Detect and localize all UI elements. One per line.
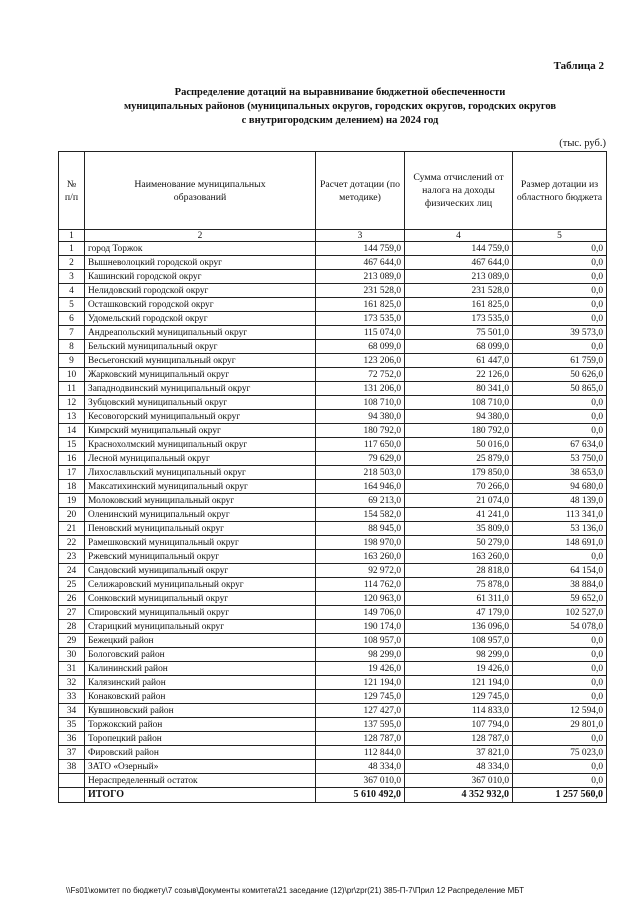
row-tax: 25 879,0 (405, 452, 513, 466)
row-regional: 0,0 (513, 732, 607, 746)
row-tax: 231 528,0 (405, 284, 513, 298)
row-calc: 112 844,0 (316, 746, 405, 760)
row-number: 4 (59, 284, 85, 298)
table-row (59, 648, 607, 662)
row-number: 13 (59, 410, 85, 424)
table-row (59, 424, 607, 438)
row-regional: 113 341,0 (513, 508, 607, 522)
row-calc: 128 787,0 (316, 732, 405, 746)
row-name: Осташковский городской округ (85, 298, 316, 312)
table-row (59, 522, 607, 536)
row-regional: 12 594,0 (513, 704, 607, 718)
row-calc: 231 528,0 (316, 284, 405, 298)
row-regional: 0,0 (513, 690, 607, 704)
row-calc: 68 099,0 (316, 340, 405, 354)
row-calc: 144 759,0 (316, 242, 405, 256)
row-regional: 0,0 (513, 424, 607, 438)
row-tax: 61 447,0 (405, 354, 513, 368)
row-name: Кашинский городской округ (85, 270, 316, 284)
row-number: 19 (59, 494, 85, 508)
row-number: 24 (59, 564, 85, 578)
table-row (59, 466, 607, 480)
table-row (59, 718, 607, 732)
table-row (59, 312, 607, 326)
row-name: Спировский муниципальный округ (85, 606, 316, 620)
table-row (59, 620, 607, 634)
table-row (59, 410, 607, 424)
header-regional: Размер дотации из областного бюджета (513, 152, 607, 230)
row-name: Максатихинский муниципальный округ (85, 480, 316, 494)
row-number: 2 (59, 256, 85, 270)
row-tax: 47 179,0 (405, 606, 513, 620)
table-row (59, 732, 607, 746)
total-blank (59, 788, 85, 803)
row-number: 23 (59, 550, 85, 564)
row-name: Жарковский муниципальный округ (85, 368, 316, 382)
row-number: 17 (59, 466, 85, 480)
row-tax: 179 850,0 (405, 466, 513, 480)
row-tax: 213 089,0 (405, 270, 513, 284)
row-regional: 0,0 (513, 256, 607, 270)
row-name: Бежецкий район (85, 634, 316, 648)
row-calc: 117 650,0 (316, 438, 405, 452)
row-tax: 28 818,0 (405, 564, 513, 578)
table-row (59, 242, 607, 256)
row-calc: 94 380,0 (316, 410, 405, 424)
row-regional: 0,0 (513, 676, 607, 690)
row-number: 11 (59, 382, 85, 396)
row-tax: 108 957,0 (405, 634, 513, 648)
row-regional: 0,0 (513, 270, 607, 284)
row-tax: 68 099,0 (405, 340, 513, 354)
row-number: 7 (59, 326, 85, 340)
table-row (59, 382, 607, 396)
row-name: Кимрский муниципальный округ (85, 424, 316, 438)
row-name: Лесной муниципальный округ (85, 452, 316, 466)
row-calc: 98 299,0 (316, 648, 405, 662)
row-number: 31 (59, 662, 85, 676)
row-calc: 79 629,0 (316, 452, 405, 466)
row-calc: 164 946,0 (316, 480, 405, 494)
table-row (59, 676, 607, 690)
row-tax: 121 194,0 (405, 676, 513, 690)
table-row (59, 662, 607, 676)
row-number: 18 (59, 480, 85, 494)
row-name: Старицкий муниципальный округ (85, 620, 316, 634)
table-row (59, 536, 607, 550)
row-regional: 0,0 (513, 648, 607, 662)
row-calc: 131 206,0 (316, 382, 405, 396)
row-regional: 0,0 (513, 340, 607, 354)
row-calc: 115 074,0 (316, 326, 405, 340)
row-regional: 0,0 (513, 312, 607, 326)
row-number: 22 (59, 536, 85, 550)
row-tax: 144 759,0 (405, 242, 513, 256)
row-name: Сандовский муниципальный округ (85, 564, 316, 578)
row-calc: 108 710,0 (316, 396, 405, 410)
row-name: Бельский муниципальный округ (85, 340, 316, 354)
row-calc: 120 963,0 (316, 592, 405, 606)
row-tax: 35 809,0 (405, 522, 513, 536)
row-number: 21 (59, 522, 85, 536)
table-label: Таблица 2 (553, 60, 604, 72)
column-number-row (59, 230, 607, 242)
row-calc: 367 010,0 (316, 774, 405, 788)
row-name: Удомельский городской округ (85, 312, 316, 326)
row-number: 20 (59, 508, 85, 522)
row-name: Бологовский район (85, 648, 316, 662)
row-number: 16 (59, 452, 85, 466)
row-calc: 121 194,0 (316, 676, 405, 690)
row-regional: 102 527,0 (513, 606, 607, 620)
row-calc: 218 503,0 (316, 466, 405, 480)
row-name: ЗАТО «Озерный» (85, 760, 316, 774)
row-name: Конаковский район (85, 690, 316, 704)
row-number: 8 (59, 340, 85, 354)
row-regional: 61 759,0 (513, 354, 607, 368)
row-tax: 80 341,0 (405, 382, 513, 396)
table-row (59, 270, 607, 284)
row-tax: 136 096,0 (405, 620, 513, 634)
col-number: 4 (405, 230, 513, 242)
col-number: 2 (85, 230, 316, 242)
table-row (59, 578, 607, 592)
file-path-footer: \\Fs01\комитет по бюджету\7 созыв\Документы комитета\21 заседание (12)\pr\zpr(21) 385-П-7\Прил 12 Распределение МБТ (66, 886, 525, 895)
units-label: (тыс. руб.) (559, 138, 606, 149)
table-row (59, 438, 607, 452)
col-number: 1 (59, 230, 85, 242)
row-calc: 149 706,0 (316, 606, 405, 620)
total-tax: 4 352 932,0 (405, 788, 513, 803)
header-name: Наименование муниципальных образований (85, 152, 316, 230)
row-regional: 39 573,0 (513, 326, 607, 340)
row-regional: 67 634,0 (513, 438, 607, 452)
row-regional: 38 884,0 (513, 578, 607, 592)
row-calc: 198 970,0 (316, 536, 405, 550)
table-row (59, 690, 607, 704)
row-number: 10 (59, 368, 85, 382)
row-regional: 53 136,0 (513, 522, 607, 536)
table-row (59, 452, 607, 466)
row-number: 34 (59, 704, 85, 718)
row-regional: 0,0 (513, 242, 607, 256)
row-calc: 180 792,0 (316, 424, 405, 438)
row-number: 15 (59, 438, 85, 452)
table-row (59, 704, 607, 718)
row-number: 33 (59, 690, 85, 704)
row-regional: 38 653,0 (513, 466, 607, 480)
table-row (59, 592, 607, 606)
row-name: Селижаровский муниципальный округ (85, 578, 316, 592)
row-name: Зубцовский муниципальный округ (85, 396, 316, 410)
total-label: ИТОГО (85, 788, 316, 803)
row-tax: 50 279,0 (405, 536, 513, 550)
row-name: Молоковский муниципальный округ (85, 494, 316, 508)
header-num: № п/п (59, 152, 85, 230)
row-regional: 0,0 (513, 774, 607, 788)
row-tax: 50 016,0 (405, 438, 513, 452)
row-regional: 148 691,0 (513, 536, 607, 550)
row-tax: 129 745,0 (405, 690, 513, 704)
row-name: Торопецкий район (85, 732, 316, 746)
row-tax: 21 074,0 (405, 494, 513, 508)
title-line-2: муниципальных районов (муниципальных округов, городских округов, городских округов (123, 101, 557, 112)
table-row (59, 326, 607, 340)
table-row (59, 746, 607, 760)
row-tax: 19 426,0 (405, 662, 513, 676)
row-number: 27 (59, 606, 85, 620)
row-number: 36 (59, 732, 85, 746)
row-regional: 59 652,0 (513, 592, 607, 606)
total-calc: 5 610 492,0 (316, 788, 405, 803)
row-tax: 75 878,0 (405, 578, 513, 592)
row-name: Кувшиновский район (85, 704, 316, 718)
document-title (60, 86, 620, 128)
row-calc: 108 957,0 (316, 634, 405, 648)
col-number: 5 (513, 230, 607, 242)
table-row (59, 340, 607, 354)
table-row (59, 564, 607, 578)
table-row (59, 256, 607, 270)
row-number: 6 (59, 312, 85, 326)
row-calc: 69 213,0 (316, 494, 405, 508)
table-row (59, 396, 607, 410)
row-regional: 0,0 (513, 760, 607, 774)
row-name: Оленинский муниципальный округ (85, 508, 316, 522)
table-row (59, 606, 607, 620)
row-calc: 173 535,0 (316, 312, 405, 326)
header-calc: Расчет дотации (по методике) (316, 152, 405, 230)
row-name: Вышневолоцкий городской округ (85, 256, 316, 270)
row-calc: 137 595,0 (316, 718, 405, 732)
row-name: Ржевский муниципальный округ (85, 550, 316, 564)
row-tax: 75 501,0 (405, 326, 513, 340)
row-number: 28 (59, 620, 85, 634)
row-calc: 154 582,0 (316, 508, 405, 522)
row-tax: 163 260,0 (405, 550, 513, 564)
row-name: Сонковский муниципальный округ (85, 592, 316, 606)
row-tax: 41 241,0 (405, 508, 513, 522)
row-name: Андреапольский муниципальный округ (85, 326, 316, 340)
row-name: Фировский район (85, 746, 316, 760)
table-row (59, 494, 607, 508)
row-calc: 190 174,0 (316, 620, 405, 634)
row-number: 38 (59, 760, 85, 774)
table-row (59, 480, 607, 494)
row-number: 3 (59, 270, 85, 284)
table-row (59, 284, 607, 298)
row-number: 5 (59, 298, 85, 312)
subsidy-table (58, 151, 607, 803)
row-tax: 37 821,0 (405, 746, 513, 760)
row-number: 35 (59, 718, 85, 732)
row-regional: 64 154,0 (513, 564, 607, 578)
row-number: 12 (59, 396, 85, 410)
row-number: 37 (59, 746, 85, 760)
row-number: 25 (59, 578, 85, 592)
total-regional: 1 257 560,0 (513, 788, 607, 803)
row-tax: 61 311,0 (405, 592, 513, 606)
title-line-1: Распределение дотаций на выравнивание бюджетной обеспеченности (174, 87, 506, 98)
table-row (59, 354, 607, 368)
row-regional: 0,0 (513, 550, 607, 564)
row-tax: 70 266,0 (405, 480, 513, 494)
row-calc: 213 089,0 (316, 270, 405, 284)
row-name: Калининский район (85, 662, 316, 676)
row-regional: 50 865,0 (513, 382, 607, 396)
row-number: 14 (59, 424, 85, 438)
row-tax: 22 126,0 (405, 368, 513, 382)
row-tax: 107 794,0 (405, 718, 513, 732)
row-calc: 88 945,0 (316, 522, 405, 536)
row-name: Пеновский муниципальный округ (85, 522, 316, 536)
row-calc: 127 427,0 (316, 704, 405, 718)
row-name: Нераспределенный остаток (85, 774, 316, 788)
row-name: Нелидовский городской округ (85, 284, 316, 298)
row-name: Калязинский район (85, 676, 316, 690)
table-row (59, 634, 607, 648)
row-name: Торжокский район (85, 718, 316, 732)
row-tax: 98 299,0 (405, 648, 513, 662)
row-regional: 0,0 (513, 284, 607, 298)
row-regional: 50 626,0 (513, 368, 607, 382)
row-tax: 180 792,0 (405, 424, 513, 438)
table-row (59, 508, 607, 522)
row-regional: 0,0 (513, 662, 607, 676)
row-regional: 54 078,0 (513, 620, 607, 634)
row-regional: 0,0 (513, 396, 607, 410)
row-tax: 108 710,0 (405, 396, 513, 410)
row-calc: 114 762,0 (316, 578, 405, 592)
row-tax: 48 334,0 (405, 760, 513, 774)
row-calc: 123 206,0 (316, 354, 405, 368)
row-tax: 367 010,0 (405, 774, 513, 788)
row-calc: 161 825,0 (316, 298, 405, 312)
total-row (59, 788, 607, 803)
row-calc: 19 426,0 (316, 662, 405, 676)
row-regional: 53 750,0 (513, 452, 607, 466)
row-name: Рамешковский муниципальный округ (85, 536, 316, 550)
row-regional: 0,0 (513, 634, 607, 648)
row-regional: 48 139,0 (513, 494, 607, 508)
row-number: 30 (59, 648, 85, 662)
row-number (59, 774, 85, 788)
row-calc: 72 752,0 (316, 368, 405, 382)
row-number: 29 (59, 634, 85, 648)
row-calc: 163 260,0 (316, 550, 405, 564)
row-regional: 0,0 (513, 298, 607, 312)
row-tax: 114 833,0 (405, 704, 513, 718)
row-number: 26 (59, 592, 85, 606)
row-regional: 94 680,0 (513, 480, 607, 494)
row-tax: 161 825,0 (405, 298, 513, 312)
col-number: 3 (316, 230, 405, 242)
row-tax: 467 644,0 (405, 256, 513, 270)
row-name: Краснохолмский муниципальный округ (85, 438, 316, 452)
row-name: Западнодвинский муниципальный округ (85, 382, 316, 396)
row-tax: 94 380,0 (405, 410, 513, 424)
row-calc: 129 745,0 (316, 690, 405, 704)
row-regional: 75 023,0 (513, 746, 607, 760)
row-number: 32 (59, 676, 85, 690)
row-regional: 0,0 (513, 410, 607, 424)
table-row (59, 760, 607, 774)
row-name: Лихославльский муниципальный округ (85, 466, 316, 480)
row-calc: 467 644,0 (316, 256, 405, 270)
title-line-3: с внутригородским делением) на 2024 год (241, 115, 439, 126)
row-calc: 48 334,0 (316, 760, 405, 774)
row-calc: 92 972,0 (316, 564, 405, 578)
header-row (59, 152, 607, 230)
table-row (59, 774, 607, 788)
row-tax: 173 535,0 (405, 312, 513, 326)
row-number: 1 (59, 242, 85, 256)
row-name: Весьегонский муниципальный округ (85, 354, 316, 368)
row-name: Кесовогорский муниципальный округ (85, 410, 316, 424)
row-regional: 29 801,0 (513, 718, 607, 732)
table-row (59, 368, 607, 382)
row-name: город Торжок (85, 242, 316, 256)
table-row (59, 298, 607, 312)
row-number: 9 (59, 354, 85, 368)
row-tax: 128 787,0 (405, 732, 513, 746)
table-row (59, 550, 607, 564)
header-tax: Сумма отчислений от налога на доходы физических лиц (405, 152, 513, 230)
